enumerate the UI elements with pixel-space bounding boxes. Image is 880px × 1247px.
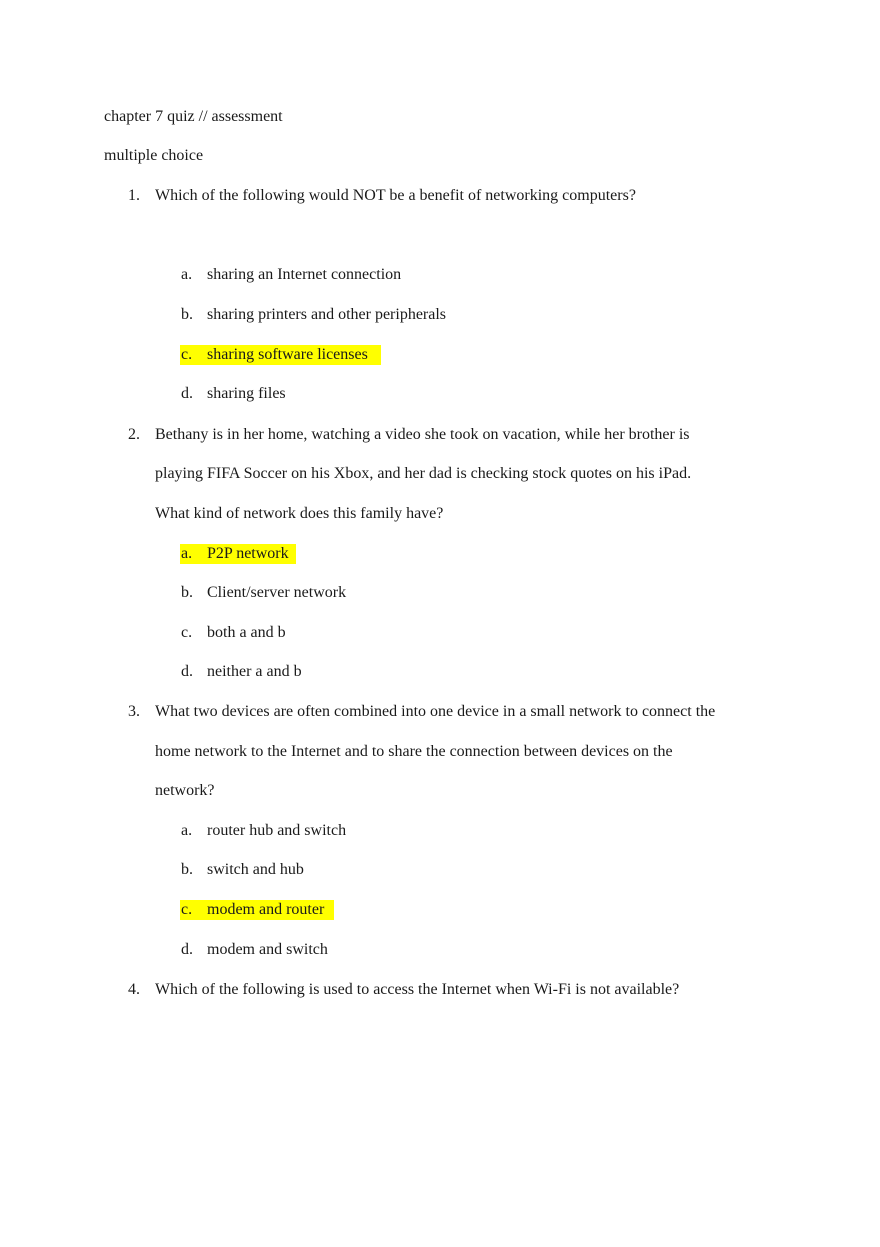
option-text-correct: P2P network <box>207 545 289 562</box>
question-text: home network to the Internet and to share the connection between devices on the <box>155 743 673 760</box>
option-letter: a. <box>181 822 193 839</box>
question-text: What two devices are often combined into one device in a small network to connect the <box>155 703 716 720</box>
option-letter: d. <box>181 941 193 958</box>
option-letter: d. <box>181 663 193 680</box>
option-text-correct: sharing software licenses <box>207 346 368 363</box>
option-letter: b. <box>181 584 193 601</box>
option-text: both a and b <box>207 624 286 641</box>
document-title: chapter 7 quiz // assessment <box>104 108 283 125</box>
option-text: modem and switch <box>207 941 328 958</box>
section-heading: multiple choice <box>104 147 204 164</box>
option-letter: a. <box>181 266 193 283</box>
option-text: sharing printers and other peripherals <box>207 306 447 323</box>
option-letter: b. <box>181 306 193 323</box>
question-text: network? <box>155 782 215 799</box>
option-letter: d. <box>181 385 193 402</box>
question-text: What kind of network does this family have? <box>155 505 444 522</box>
option-letter: b. <box>181 861 193 878</box>
question-number: 4. <box>128 981 140 998</box>
option-text-correct: modem and router <box>207 901 325 918</box>
option-text: sharing an Internet connection <box>207 266 402 283</box>
question-text: Which of the following is used to access the Internet when Wi-Fi is not available? <box>155 981 680 998</box>
option-letter: c. <box>181 624 193 641</box>
option-text: sharing files <box>207 385 286 402</box>
question-text: Bethany is in her home, watching a video she took on vacation, while her brother is <box>155 426 690 443</box>
question-text: Which of the following would NOT be a benefit of networking computers? <box>155 187 636 204</box>
option-text: router hub and switch <box>207 822 347 839</box>
option-letter: c. <box>181 901 193 918</box>
option-text: neither a and b <box>207 663 302 680</box>
option-text: Client/server network <box>207 584 347 601</box>
question-number: 2. <box>128 426 140 443</box>
option-letter: c. <box>181 346 193 363</box>
option-letter: a. <box>181 545 193 562</box>
question-number: 3. <box>128 703 140 720</box>
question-text: playing FIFA Soccer on his Xbox, and her dad is checking stock quotes on his iPad. <box>155 465 692 482</box>
option-text: switch and hub <box>207 861 304 878</box>
question-number: 1. <box>128 187 140 204</box>
